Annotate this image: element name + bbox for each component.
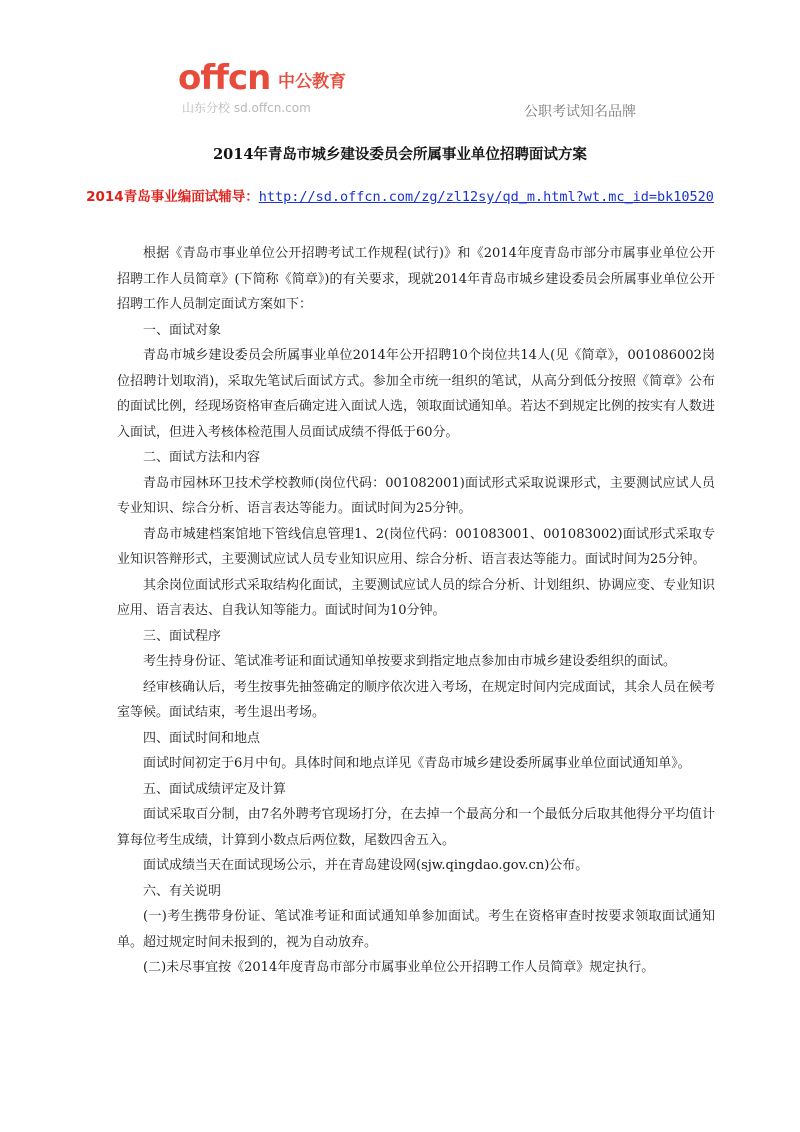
paragraph: 青岛市城建档案馆地下管线信息管理1、2(岗位代码：001083001、001083002)面试形式采取专业知识答辩形式，主要测试应试人员专业知识应用、综合分析、语言表达等能力。面试时间为25分钟。 [117,526,715,567]
paragraph: 面试成绩当天在面试现场公示，并在青岛建设网(sjw.qingdao.gov.cn)公布。 [143,858,589,873]
header-slogan: 公职考试知名品牌 [524,104,636,120]
intro-paragraph: 根据《青岛市事业单位公开招聘考试工作规程(试行)》和《2014年度青岛市部分市属事业单位公开招聘工作人员简章》(下简称《简章》)的有关要求，现就2014年青岛市城乡建设委员会所属事业单位公开招聘工作人员制定面试方案如下： [117,246,715,312]
paragraph: 面试采取百分制，由7名外聘考官现场打分，在去掉一个最高分和一个最低分后取其他得分平均值计算每位考生成绩，计算到小数点后两位数，尾数四舍五入。 [117,807,715,848]
paragraph: 经审核确认后，考生按事先抽签确定的顺序依次进入考场，在规定时间内完成面试，其余人员在候考室等候。面试结束，考生退出考场。 [117,679,716,720]
section-heading-6: 六、有关说明 [143,883,222,899]
promo-line [0,187,800,207]
section-heading-1: 一、面试对象 [143,322,222,338]
paragraph: 青岛市园林环卫技术学校教师(岗位代码：001082001)面试形式采取说课形式，主要测试应试人员专业知识、综合分析、语言表达等能力。面试时间为25分钟。 [117,475,715,516]
paragraph: 面试时间初定于6月中旬。具体时间和地点详见《青岛市城乡建设委所属事业单位面试通知单》。 [143,756,691,771]
section-heading-5: 五、面试成绩评定及计算 [143,781,287,797]
page-header [178,58,648,128]
logo-chinese-name: 中公教育 [278,72,346,92]
logo-subtitle: 山东分校 sd.offcn.com [182,101,311,115]
paragraph: 其余岗位面试形式采取结构化面试，主要测试应试人员的综合分析、计划组织、协调应变、专业知识应用、语言表达、自我认知等能力。面试时间为10分钟。 [117,577,716,618]
document-title: 2014年青岛市城乡建设委员会所属事业单位招聘面试方案 [213,146,587,163]
promo-label: 2014青岛事业编面试辅导： [86,189,259,205]
section-heading-2: 二、面试方法和内容 [143,450,261,465]
paragraph: (一)考生携带身份证、笔试准考证和面试通知单参加面试。考生在资格审查时按要求领取面试通知单。超过规定时间未报到的，视为自动放弃。 [117,909,715,950]
offcn-logo: offcn [178,58,271,98]
document-body [117,241,715,981]
section-heading-3: 三、面试程序 [143,628,222,644]
paragraph: 青岛市城乡建设委员会所属事业单位2014年公开招聘10个岗位共14人(见《简章》，001086002岗位招聘计划取消)，采取先笔试后面试方式。参加全市统一组织的笔试，从高分到低分按照《简章》公布的面试比例，经现场资格审查后确定进入面试人选，领取面试通知单。若达不到规定比例的按实有人数进入面试，但进入考核体检范围人员面试成绩不得低于60分。 [117,348,716,440]
paragraph: (二)未尽事宜按《2014年度青岛市部分市属事业单位公开招聘工作人员简章》规定执行。 [143,960,655,975]
section-heading-4: 四、面试时间和地点 [143,730,261,746]
paragraph: 考生持身份证、笔试准考证和面试通知单按要求到指定地点参加由市城乡建设委组织的面试。 [143,654,677,669]
promo-link[interactable]: http://sd.offcn.com/zg/zl12sy/qd_m.html?wt.mc_id=bk10520 [258,189,714,205]
